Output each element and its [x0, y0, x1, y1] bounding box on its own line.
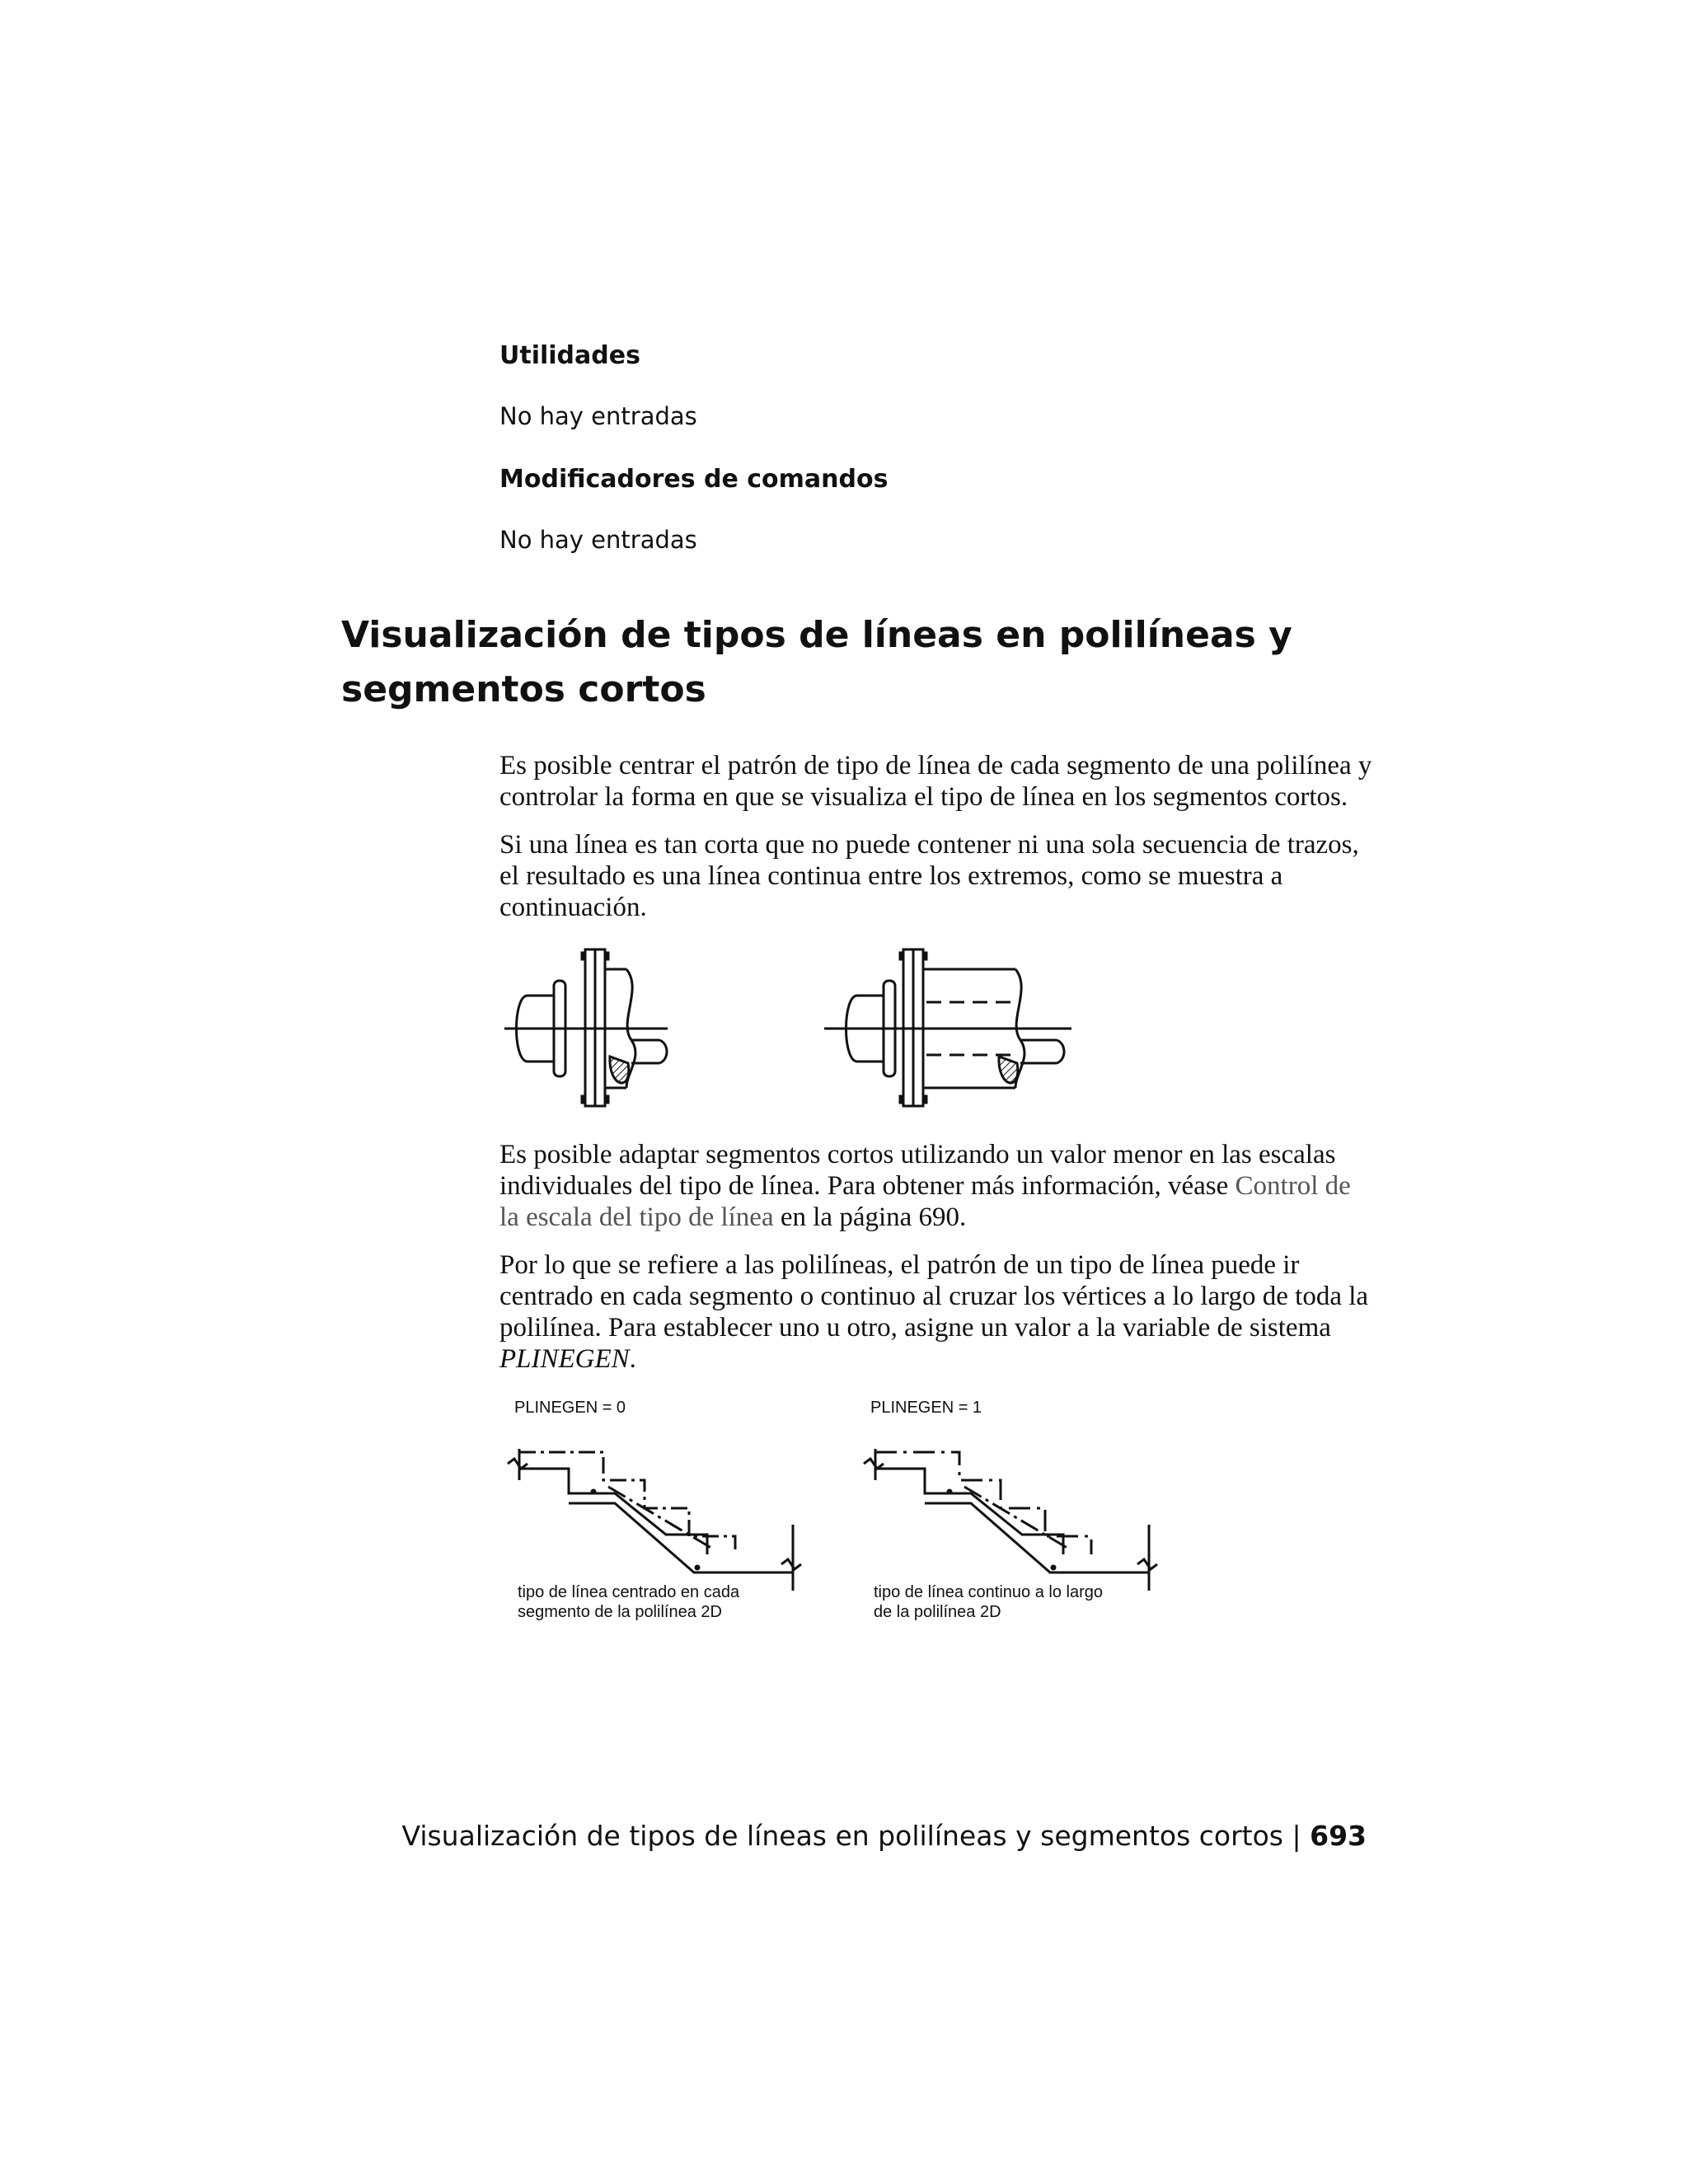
paragraph-2: Si una línea es tan corta que no puede contener ni una sola secuencia de trazos, el resultado es una línea continua entre los extremos, como se muestra a continuación. — [499, 830, 1359, 922]
page-footer — [401, 1820, 1367, 1852]
figure-pipe-flanges — [495, 940, 1088, 1121]
plinegen-1-caption-2: de la polilínea 2D — [874, 1603, 1001, 1621]
plinegen-0-caption-1: tipo de línea centrado en cada — [518, 1583, 740, 1601]
plinegen-1-caption-1: tipo de línea continuo a lo largo — [874, 1583, 1103, 1601]
paragraph-4-text: Por lo que se refiere a las polilíneas, el patrón de un tipo de línea puede ir centrado en cada segmento o continuo al cruzar los vértices a lo largo de toda la polilínea. Para establecer uno u otro, asigne un valor a la variable de sistema — [499, 1250, 1369, 1343]
link-control-escala[interactable]: Control de la escala del tipo de línea — [499, 1171, 1351, 1232]
utilidades-value: No hay entradas — [499, 402, 697, 430]
modificadores-value: No hay entradas — [499, 526, 697, 554]
pipe-joint-right — [824, 949, 1071, 1106]
figure-plinegen — [503, 1393, 1179, 1632]
section-title: Visualización de tipos de líneas en polilíneas y segmentos cortos — [341, 614, 1292, 710]
paragraph-3 — [499, 1139, 1373, 1233]
plinegen-0-caption-2: segmento de la polilínea 2D — [518, 1603, 722, 1621]
plinegen-1-title: PLINEGEN = 1 — [870, 1399, 982, 1417]
plinegen-variable: PLINEGEN — [499, 1344, 630, 1374]
modificadores-heading: Modificadores de comandos — [499, 465, 889, 494]
utilidades-heading: Utilidades — [499, 341, 640, 370]
pipe-joint-left — [504, 949, 668, 1106]
footer-separator: | — [1292, 1820, 1301, 1852]
paragraph-3-text: Es posible adaptar segmentos cortos utilizando un valor menor en las escalas individuales del tipo de línea. Para obtener más información, véase — [499, 1140, 1336, 1201]
paragraph-4 — [499, 1249, 1373, 1375]
plinegen-0-title: PLINEGEN = 0 — [514, 1399, 626, 1417]
page-number: 693 — [1310, 1820, 1367, 1852]
plinegen-0-diagram — [508, 1399, 801, 1621]
paragraph-1: Es posible centrar el patrón de tipo de línea de cada segmento de una polilínea y controlar la forma en que se visualiza el tipo de línea en los segmentos cortos. — [499, 751, 1372, 812]
footer-title: Visualización de tipos de líneas en polilíneas y segmentos cortos — [401, 1820, 1283, 1852]
paragraph-3-tail: en la página 690. — [773, 1202, 967, 1232]
plinegen-1-diagram — [864, 1399, 1157, 1621]
paragraph-4-tail: . — [629, 1344, 636, 1374]
